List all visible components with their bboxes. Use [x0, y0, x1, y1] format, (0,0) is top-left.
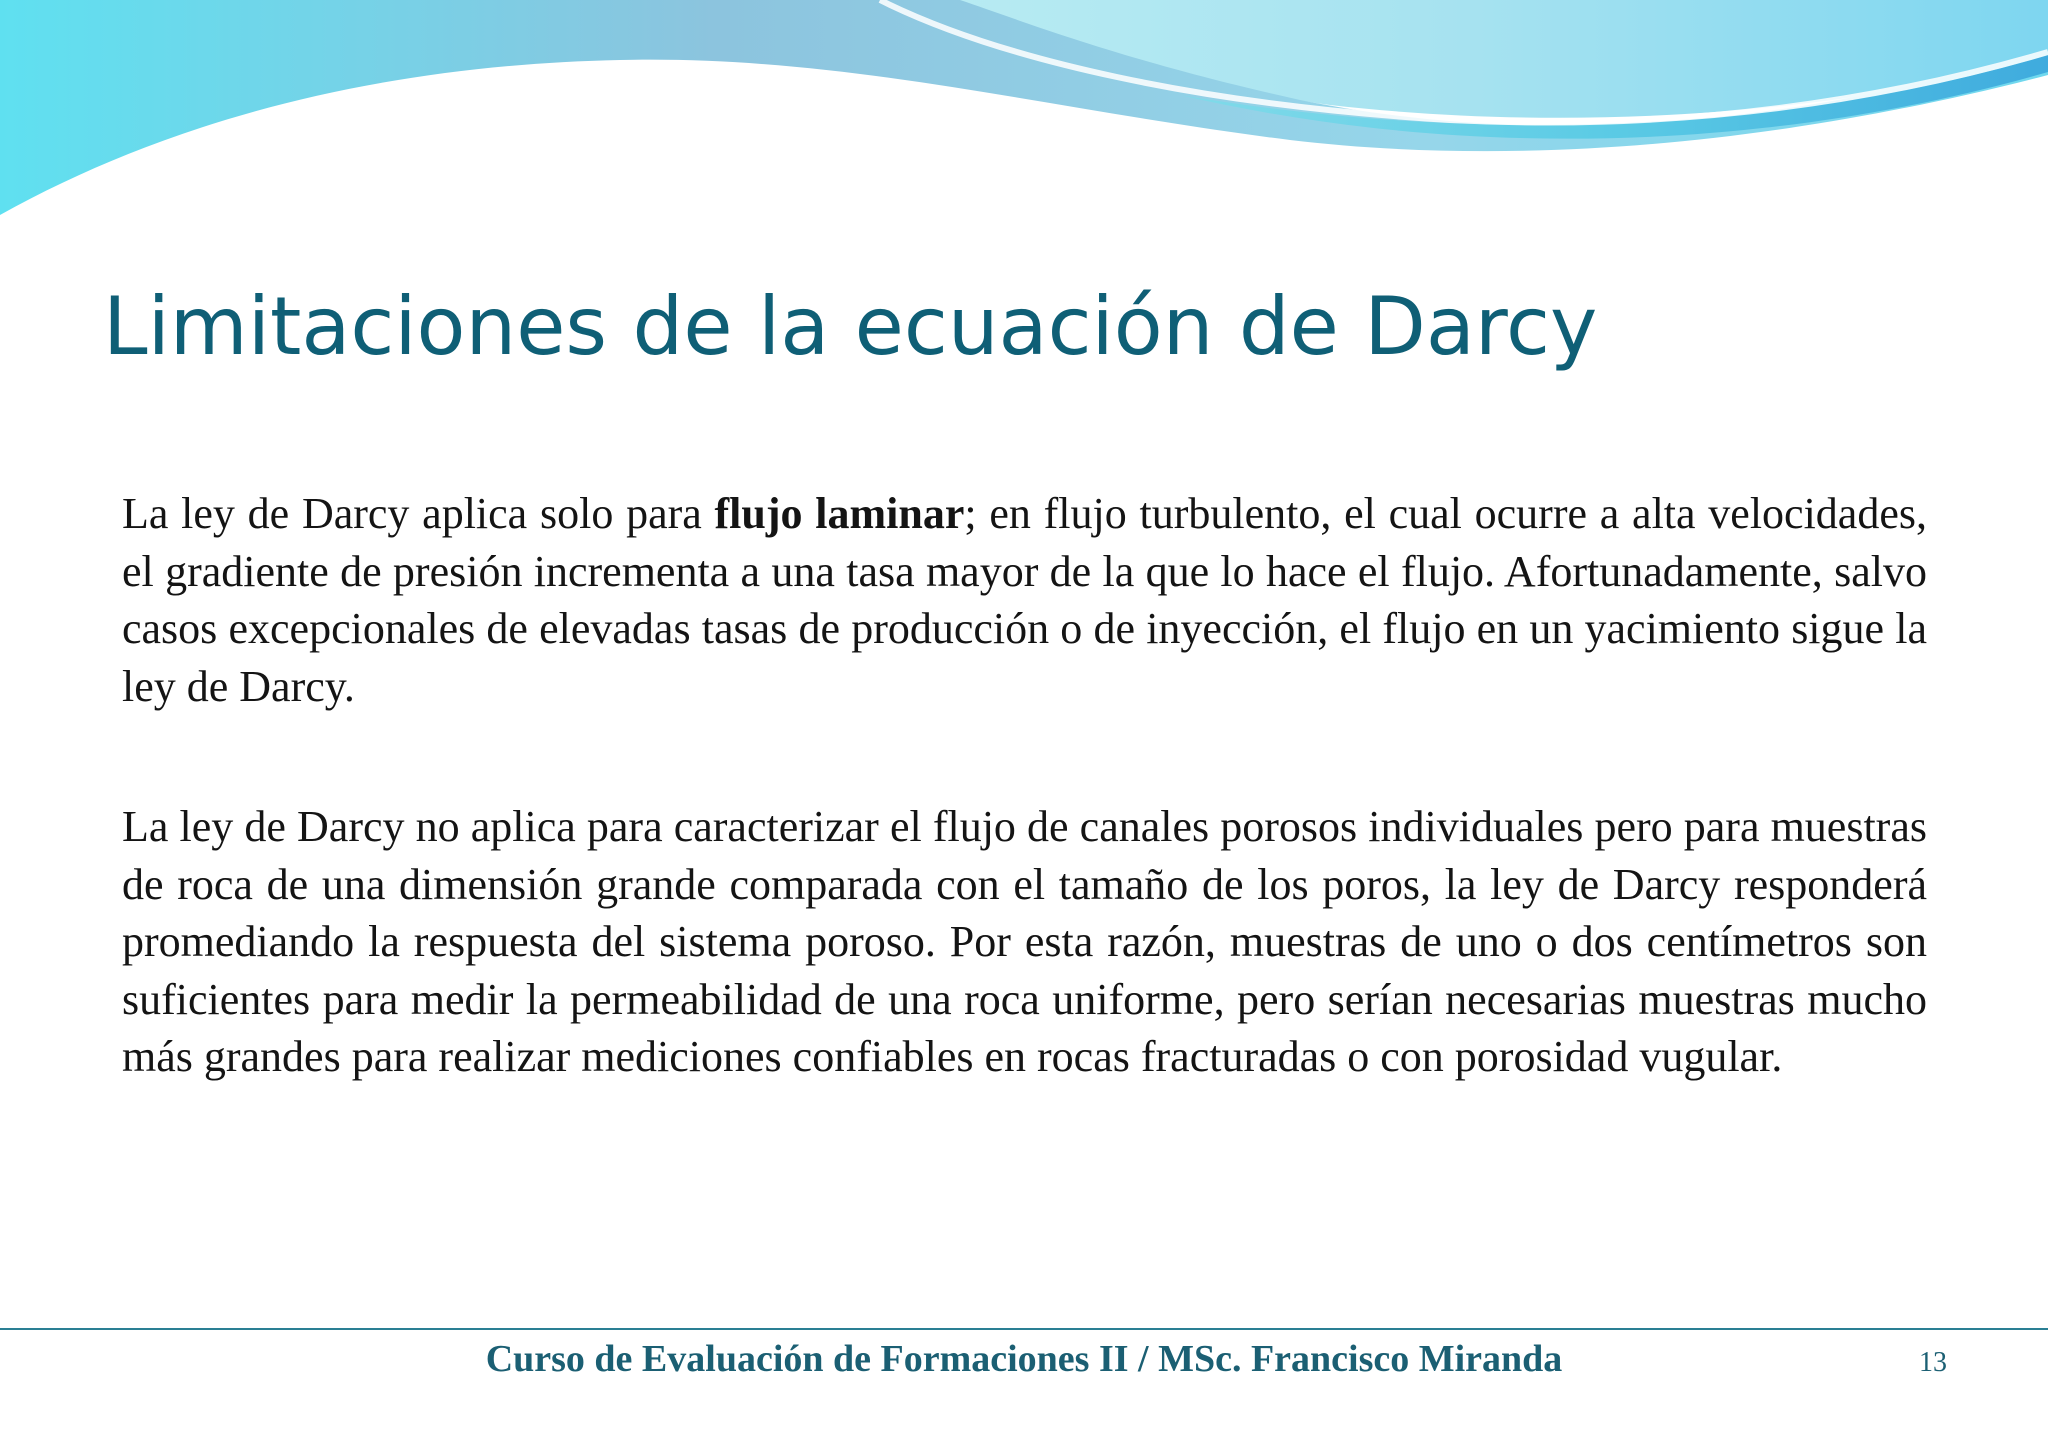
- bold-term-flujo-laminar: flujo laminar: [714, 489, 965, 538]
- paragraph-1-text-end: ; en flujo turbulento, el cual ocurre a alta velocidades, el gradiente de presión incrementa a una tasa mayor de la que lo hace el flujo. Afortunadamente, salvo casos excepcionales de elevadas tasas de producción o de inyección, el flujo en un yacimiento sigue la ley de Darcy.: [122, 489, 1927, 711]
- footer-course-label: Curso de Evaluación de Formaciones II / MSc. Francisco Miranda: [485, 1338, 1563, 1380]
- footer-divider: [0, 1328, 2048, 1330]
- paragraph-laminar-flow: [122, 485, 1927, 715]
- page-number: 13: [1919, 1347, 1947, 1378]
- header-wave-decoration: [0, 0, 2048, 240]
- paragraph-porous-samples: La ley de Darcy no aplica para caracterizar el flujo de canales porosos individuales pero para muestras de roca de una dimensión grande comparada con el tamaño de los poros, la ley de Darcy responderá promediando la respuesta del sistema poroso. Por esta razón, muestras de uno o dos centímetros son suficientes para medir la permeabilidad de una roca uniforme, pero serían necesarias muestras mucho más grandes para realizar mediciones confiables en rocas fracturadas o con porosidad vugular.: [122, 802, 1927, 1081]
- slide-title: Limitaciones de la ecuación de Darcy: [103, 280, 1598, 373]
- paragraph-1-text-start: La ley de Darcy aplica solo para: [122, 489, 715, 538]
